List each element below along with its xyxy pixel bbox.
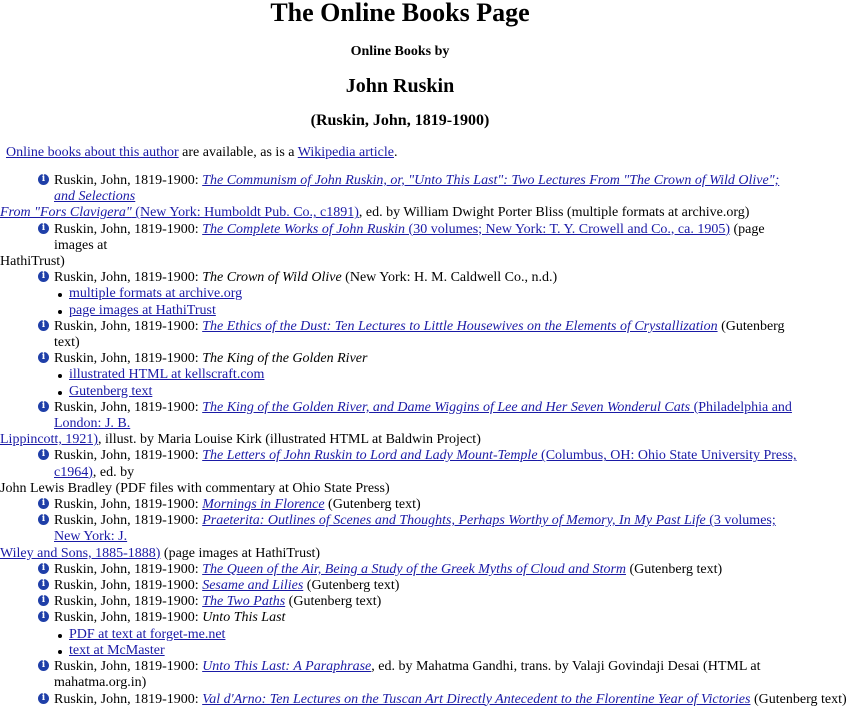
intro-paragraph	[6, 145, 796, 161]
info-icon[interactable]: i	[38, 449, 49, 460]
book-title-link[interactable]: Praeterita: Outlines of Scenes and Thoughts, Perhaps Worthy of Memory, In My Past Life (3 volumes; New York: J.	[54, 513, 776, 545]
book-title-link[interactable]: The Ethics of the Dust: Ten Lectures to Little Housewives on the Elements of Crystallization	[202, 318, 718, 334]
book-details-cont: John Lewis Bradley (PDF files with commentary at Ohio State Press)	[0, 480, 390, 496]
page-title: The Online Books Page	[270, 0, 530, 27]
book-entry	[0, 399, 798, 449]
book-details: , illust. by Maria Louise Kirk (illustrated HTML at Baldwin Project)	[98, 432, 481, 448]
book-details: , ed. by William Dwight Porter Bliss (multiple formats at archive.org)	[358, 205, 750, 221]
book-entry	[38, 562, 798, 578]
book-entry	[38, 578, 798, 594]
format-link[interactable]: multiple formats at archive.org	[69, 286, 243, 302]
book-entry	[38, 594, 798, 610]
book-details: (Gutenberg text)	[285, 594, 382, 610]
info-icon[interactable]: i	[38, 514, 49, 525]
book-title-link[interactable]: The Communism of John Ruskin, or, "Unto This Last": Two Lectures From "The Crown of Wild Olive"; and Selections	[54, 173, 780, 205]
info-icon[interactable]: i	[38, 320, 49, 331]
book-entry	[38, 270, 798, 319]
author-prefix: Ruskin, John, 1819-1900:	[54, 691, 203, 707]
info-icon[interactable]: i	[38, 271, 49, 282]
book-details: , ed. by Mahatma Gandhi, trans. by Valaji Govindaji Desai (HTML at mahatma.org.in)	[54, 659, 761, 691]
book-title: The King of the Golden River	[202, 351, 368, 367]
book-list	[0, 173, 847, 708]
book-title-link[interactable]: The Two Paths	[202, 594, 286, 610]
book-entry	[38, 319, 798, 351]
list-item	[69, 384, 798, 400]
book-entry	[38, 497, 798, 513]
book-title-link[interactable]: Mornings in Florence	[202, 497, 325, 513]
author-name: John Ruskin	[345, 75, 455, 97]
book-title-link-cont[interactable]: From "Fors Clavigera" (New York: Humboldt Pub. Co., c1891)	[0, 205, 359, 221]
info-icon[interactable]: i	[38, 595, 49, 606]
book-pub-link-cont[interactable]: Lippincott, 1921)	[0, 432, 98, 448]
info-icon[interactable]: i	[38, 223, 49, 234]
book-entry	[38, 691, 847, 708]
book-title-link[interactable]: Unto This Last: A Paraphrase	[202, 659, 372, 675]
book-entry	[0, 221, 798, 271]
author-dates: (Ruskin, John, 1819-1900)	[310, 112, 490, 129]
book-title: Unto This Last	[202, 610, 286, 626]
book-title: The Crown of Wild Olive	[202, 270, 342, 286]
book-entry	[38, 659, 798, 691]
wikipedia-article-link[interactable]: Wikipedia article	[297, 145, 394, 160]
format-link[interactable]: PDF at text at forget-me.net	[69, 626, 226, 642]
intro-end: .	[393, 145, 398, 160]
list-item	[69, 643, 798, 659]
author-prefix: Ruskin, John, 1819-1900:	[54, 270, 203, 286]
author-prefix: Ruskin, John, 1819-1900:	[54, 578, 203, 594]
book-details: (Gutenberg text)	[324, 497, 421, 513]
book-details: (Gutenberg text)	[54, 318, 785, 351]
book-details: (Gutenberg text)	[626, 561, 723, 577]
intro-text: are available, as is a	[178, 145, 298, 160]
book-details: (page images at HathiTrust)	[160, 545, 321, 561]
books-by-label: Online Books by	[350, 44, 450, 59]
book-title-link[interactable]: Val d'Arno: Ten Lectures on the Tuscan Art Directly Antecedent to the Florentine Year of Victories	[202, 691, 751, 707]
list-item	[69, 627, 798, 643]
book-details: (page images at	[54, 221, 765, 253]
info-icon[interactable]: i	[38, 401, 49, 412]
book-entry	[0, 173, 798, 222]
info-icon[interactable]: i	[38, 174, 49, 185]
author-prefix: Ruskin, John, 1819-1900:	[54, 513, 203, 529]
book-details-cont: HathiTrust)	[0, 254, 65, 270]
info-icon[interactable]: i	[38, 498, 49, 509]
author-prefix: Ruskin, John, 1819-1900:	[54, 659, 203, 675]
author-prefix: Ruskin, John, 1819-1900:	[54, 497, 203, 513]
info-icon[interactable]: i	[38, 693, 49, 704]
author-prefix: Ruskin, John, 1819-1900:	[54, 561, 203, 577]
books-about-author-link[interactable]: Online books about this author	[6, 145, 179, 160]
author-prefix: Ruskin, John, 1819-1900:	[54, 594, 203, 610]
format-link[interactable]: Gutenberg text	[69, 383, 153, 399]
book-entry	[38, 610, 798, 659]
book-title-link[interactable]: The Letters of John Ruskin to Lord and Lady Mount-Temple (Columbus, OH: Ohio State University Press, c1964)	[54, 448, 797, 480]
book-details: (Gutenberg text)	[303, 578, 400, 594]
book-title-link[interactable]: The King of the Golden River, and Dame Wiggins of Lee and Her Seven Wonderul Cats (Philadelphia and London: J. B.	[54, 399, 792, 432]
book-title-link[interactable]: Sesame and Lilies	[202, 578, 304, 594]
book-entry	[38, 351, 798, 400]
format-links	[38, 367, 798, 399]
author-prefix: Ruskin, John, 1819-1900:	[54, 173, 203, 188]
author-prefix: Ruskin, John, 1819-1900:	[54, 351, 203, 367]
author-prefix: Ruskin, John, 1819-1900:	[54, 399, 203, 415]
book-details: , ed. by	[92, 464, 135, 480]
book-title-link[interactable]: The Queen of the Air, Being a Study of the Greek Myths of Cloud and Storm	[202, 561, 627, 577]
list-item	[69, 286, 798, 302]
format-link[interactable]: text at McMaster	[69, 642, 165, 658]
book-entry	[0, 513, 798, 562]
author-prefix: Ruskin, John, 1819-1900:	[54, 318, 203, 334]
info-icon[interactable]: i	[38, 579, 49, 590]
format-link[interactable]: illustrated HTML at kellscraft.com	[69, 367, 265, 383]
book-details: (Gutenberg text)	[750, 691, 847, 707]
book-details: (New York: H. M. Caldwell Co., n.d.)	[341, 270, 558, 286]
author-prefix: Ruskin, John, 1819-1900:	[54, 448, 203, 464]
info-icon[interactable]: i	[38, 660, 49, 671]
format-links	[38, 286, 798, 318]
book-pub-link-cont[interactable]: Wiley and Sons, 1885-1888)	[0, 545, 161, 561]
format-links	[38, 627, 798, 659]
book-title-link[interactable]: The Complete Works of John Ruskin (30 volumes; New York: T. Y. Crowell and Co., ca. 1905)	[202, 221, 731, 237]
format-link[interactable]: page images at HathiTrust	[69, 302, 216, 318]
author-prefix: Ruskin, John, 1819-1900:	[54, 221, 203, 237]
list-item	[69, 303, 798, 319]
book-entry	[0, 448, 798, 497]
info-icon[interactable]: i	[38, 563, 49, 574]
info-icon[interactable]: i	[38, 611, 49, 622]
info-icon[interactable]: i	[38, 352, 49, 363]
list-item	[69, 367, 798, 383]
author-prefix: Ruskin, John, 1819-1900:	[54, 610, 203, 626]
